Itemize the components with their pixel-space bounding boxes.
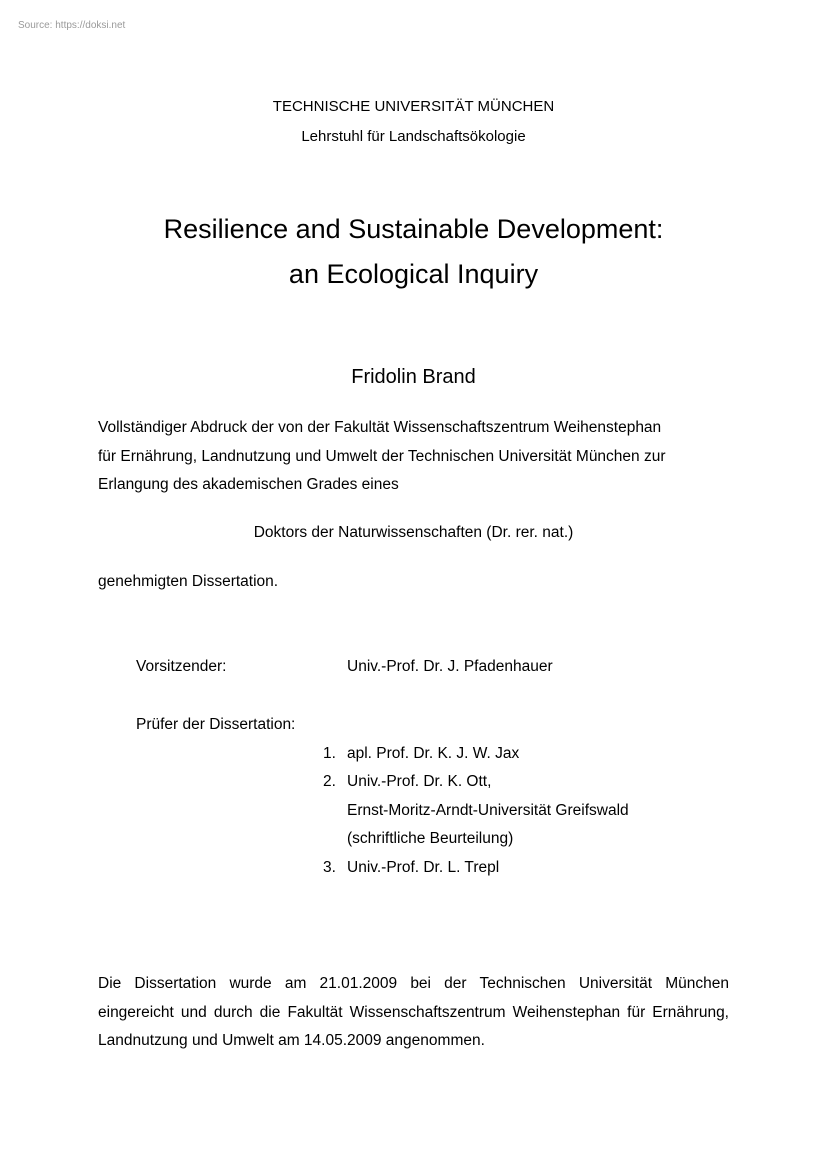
university-name: TECHNISCHE UNIVERSITÄT MÜNCHEN [272,98,555,115]
degree-title: Doktors der Naturwissenschaften (Dr. rer. nat.) [253,524,574,541]
examiner-name: apl. Prof. Dr. K. J. W. Jax [347,745,520,762]
title-line-2: an Ecological Inquiry [288,259,539,289]
chair-person: Univ.-Prof. Dr. J. Pfadenhauer [347,658,553,675]
examiner-affiliation: Ernst-Moritz-Arndt-Universität Greifswald [347,802,629,819]
examiner-number: 2. [323,773,336,790]
examiner-note: (schriftliche Beurteilung) [347,830,514,847]
title-line-1: Resilience and Sustainable Development: [163,214,664,244]
intro-line-3: Erlangung des akademischen Grades eines [98,476,399,493]
chair-label: Vorsitzender: [136,658,227,675]
examiner-name: Univ.-Prof. Dr. L. Trepl [347,859,500,876]
chair-name: Lehrstuhl für Landschaftsökologie [301,128,526,145]
intro-line-1: Vollständiger Abdruck der von der Fakultät Wissenschaftszentrum Weihenstephan [98,419,662,436]
examiner-number: 1. [323,745,336,762]
closing-paragraph: Die Dissertation wurde am 21.01.2009 bei der Technischen Universität München eingereicht und durch die Fakultät Wissenschaftszentrum Weihenstephan für Ernährung, Landnutzung und Umwelt am 14.05.2009 angenommen. [98,975,729,1049]
source-watermark: Source: https://doksi.net [18,20,126,31]
intro-line-2: für Ernährung, Landnutzung und Umwelt der Technischen Universität München zur [98,447,666,465]
author-name: Fridolin Brand [351,366,476,388]
intro-paragraph [98,414,730,500]
examiner-number: 3. [323,859,336,876]
examiners-label: Prüfer der Dissertation: [136,716,296,733]
examiner-name: Univ.-Prof. Dr. K. Ott, [347,773,492,790]
approved-text: genehmigten Dissertation. [98,573,279,590]
